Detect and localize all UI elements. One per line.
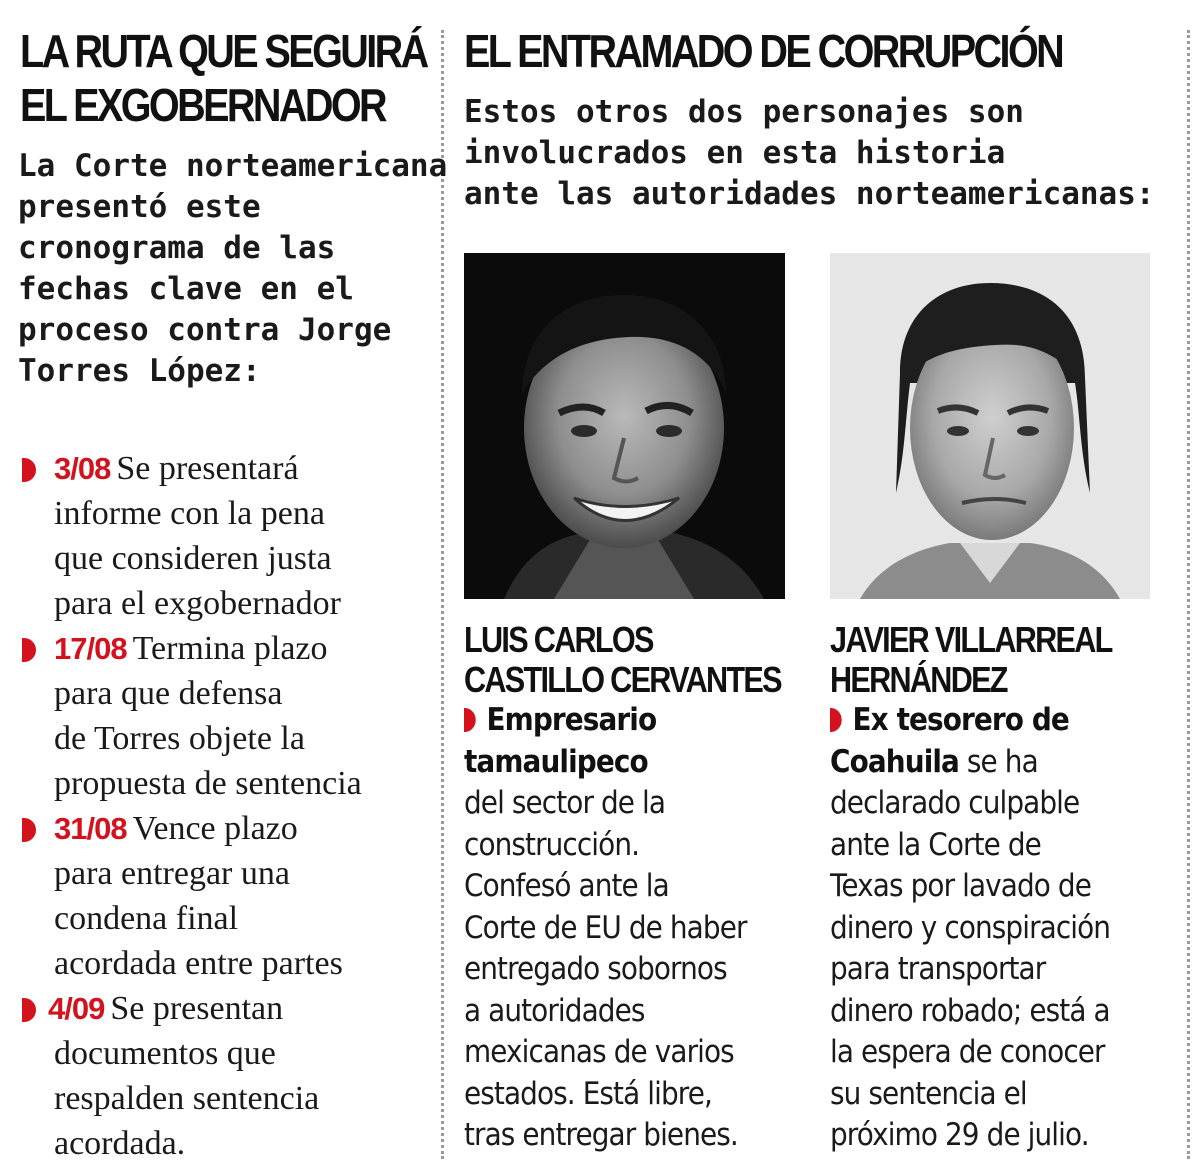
timeline-item [18, 986, 433, 1166]
person-description: Corte de EU de haber [464, 909, 747, 946]
person-description: su sentencia el [830, 1075, 1027, 1112]
timeline-text: Vence plazo [132, 810, 298, 847]
person-description: mexicanas de varios [464, 1034, 734, 1070]
portrait-illustration [830, 253, 1150, 599]
bullet-marker-icon [22, 818, 36, 842]
person-name: LUIS CARLOS [464, 619, 653, 660]
bullet-marker-icon [464, 708, 476, 732]
right-intro [464, 92, 1155, 215]
left-intro-line: proceso contra Jorge [18, 312, 392, 348]
timeline-text: Se presentan [110, 990, 284, 1027]
timeline-text: que consideren justa [54, 540, 332, 577]
person-description: la espera de conocer [830, 1034, 1105, 1070]
bullet-marker-icon [830, 708, 842, 732]
timeline-date: 17/08 [54, 631, 127, 666]
right-edge-separator [1187, 30, 1190, 1159]
timeline-text: acordada. [54, 1125, 186, 1162]
person-name: HERNÁNDEZ [830, 659, 1007, 700]
person-description: dinero robado; está a [830, 992, 1110, 1029]
person-description: Confesó ante la [464, 868, 669, 904]
timeline-item [18, 626, 433, 806]
timeline-text: para que defensa [54, 675, 283, 712]
person-name: JAVIER VILLARREAL [830, 619, 1112, 660]
portrait-photo-javier [830, 253, 1150, 599]
right-headline: EL ENTRAMADO DE CORRUPCIÓN [464, 25, 1063, 77]
timeline-text: acordada entre partes [54, 945, 343, 982]
timeline-date: 3/08 [54, 451, 111, 486]
timeline [18, 446, 433, 1166]
timeline-text: informe con la pena [54, 495, 325, 532]
person-description: dinero y conspiración [830, 909, 1111, 946]
timeline-text: para entregar una [54, 855, 290, 892]
timeline-text: para el exgobernador [54, 585, 341, 622]
person-description: ante la Corte de [830, 826, 1041, 863]
left-intro-line: fechas clave en el [18, 271, 354, 307]
timeline-text: condena final [54, 900, 239, 937]
person-role: Coahuila [830, 743, 959, 780]
left-intro-line: presentó este [18, 189, 261, 225]
left-headline-line-2: EL EXGOBERNADOR [20, 79, 386, 131]
timeline-text: propuesta de sentencia [54, 765, 362, 802]
person-description: para transportar [830, 951, 1046, 987]
timeline-date: 4/09 [48, 991, 105, 1026]
person-description: entregado sobornos [464, 951, 727, 987]
person-card-luis [464, 620, 804, 1157]
person-description: declarado culpable [830, 785, 1080, 821]
left-intro-line: La Corte norteamericana [18, 148, 448, 184]
bullet-marker-icon [22, 458, 36, 482]
timeline-text: Se presentará [116, 450, 299, 487]
person-card-javier [830, 620, 1180, 1157]
right-intro-line: Estos otros dos personajes son [464, 94, 1024, 130]
person-role-tail: se ha [966, 743, 1038, 780]
portrait-illustration [464, 253, 785, 599]
right-intro-line: ante las autoridades norteamericanas: [464, 176, 1155, 212]
timeline-text: de Torres objete la [54, 720, 305, 757]
bullet-marker-icon [22, 998, 36, 1022]
timeline-text: respalden sentencia [54, 1080, 320, 1117]
left-headline [20, 24, 427, 132]
right-intro-line: involucrados en esta historia [464, 135, 1006, 171]
left-intro-line: cronograma de las [18, 230, 336, 266]
timeline-text: Termina plazo [132, 630, 328, 667]
person-role: tamaulipeco [464, 743, 648, 780]
person-description: próximo 29 de julio. [830, 1117, 1089, 1153]
timeline-item [18, 446, 433, 626]
person-description: a autoridades [464, 992, 645, 1029]
person-description: tras entregar bienes. [464, 1117, 738, 1153]
person-role: Ex tesorero de [852, 702, 1069, 738]
timeline-item [18, 806, 433, 986]
bullet-marker-icon [22, 638, 36, 662]
person-role: Empresario [486, 702, 657, 738]
person-description: estados. Está libre, [464, 1075, 712, 1112]
portrait-photo-luis [464, 253, 785, 599]
person-name: CASTILLO CERVANTES [464, 659, 781, 700]
timeline-text: documentos que [54, 1035, 276, 1072]
timeline-date: 31/08 [54, 811, 127, 846]
left-headline-line-1: LA RUTA QUE SEGUIRÁ [20, 25, 427, 77]
person-description: construcción. [464, 826, 640, 863]
left-intro [18, 146, 447, 392]
person-description: Texas por lavado de [830, 868, 1091, 904]
person-description: del sector de la [464, 785, 666, 821]
left-intro-line: Torres López: [18, 353, 261, 389]
